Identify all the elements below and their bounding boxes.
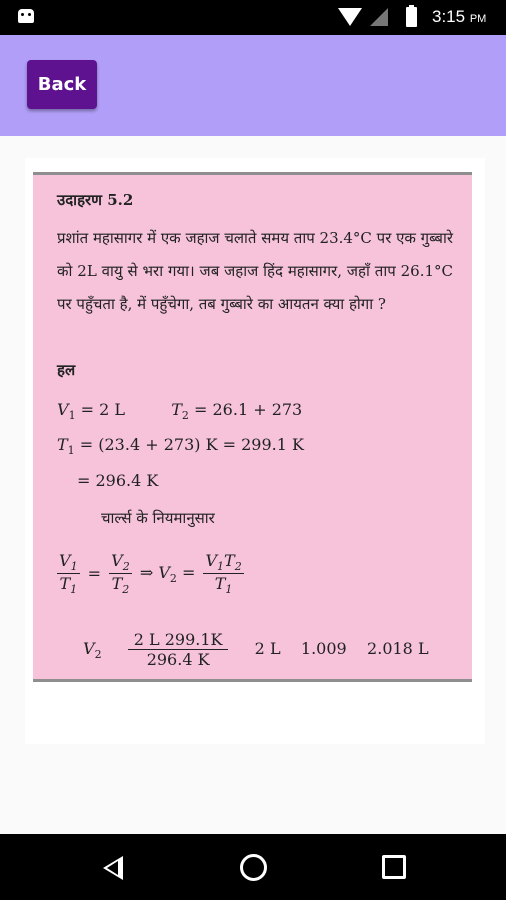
fraction-v1t2-t1: $\frac{V_1T_2}{T_1}$ [205,551,242,597]
final-calculation: $V_2$ $\frac{2 L 299.1K}{296.4 K}$ 2 L 1.009 2.018 L [83,630,429,669]
clock-time: 3:15 [432,7,466,26]
recents-square-icon[interactable] [382,855,406,879]
back-triangle-icon[interactable] [103,856,123,880]
t2-value: = 26.1 + 273 [194,400,303,419]
equation-line-2: $T_1 = (23.4 + 273) K = 299.1$ K [57,435,304,458]
example-title: उदाहरण 5.2 [57,191,134,209]
back-button[interactable]: Back [27,60,97,109]
final-numerator: 2 L 299.1K [128,630,229,650]
final-fraction [128,630,229,669]
battery-icon [406,7,417,27]
final-denominator: 296.4 K [146,650,210,669]
clock [432,7,486,27]
equation-line-1: $V_1 = 2$ L $T_2 = 26.1 + 273$ [57,400,303,423]
charles-law-formula: $\frac{V_1}{T_1}$ = $\frac{V_2}{T_2}$ ⇒ $V_2$ = $\frac{V_1T_2}{T_1}$ [59,551,242,597]
example-card [33,172,472,682]
app-bar [0,35,506,136]
equation-line-3: = 296.4 K [77,471,159,490]
clock-ampm: PM [469,13,487,25]
home-circle-icon[interactable] [240,854,267,881]
solution-heading: हल [57,361,76,379]
navigation-bar [0,834,506,900]
status-bar [0,0,506,35]
charles-law-label: चार्ल्स के नियमानुसार [101,509,215,527]
fraction-v2-t2: $\frac{V_2}{T_2}$ [111,551,130,597]
android-notification-icon [18,9,34,23]
fraction-v1-t1: $\frac{V_1}{T_1}$ [59,551,78,597]
question-text: प्रशांत महासागर में एक जहाज चलाते समय ताप 23.4°C पर एक गुब्बारे को 2L वायु से भरा गया। जब जहाज हिंद महासागर, जहाँ ताप 26.1°C पर पहुँचता है, में पहुँचेगा, तब गुब्बारे का आयतन क्या होगा ? [57,229,453,313]
v1-value: = 2 L [80,400,126,419]
final-result: 2 L 1.009 2.018 L [254,639,429,658]
wifi-icon [338,8,362,26]
t1-value: = (23.4 + 273) K = 299.1 K [79,435,304,454]
cell-signal-icon [370,8,388,26]
